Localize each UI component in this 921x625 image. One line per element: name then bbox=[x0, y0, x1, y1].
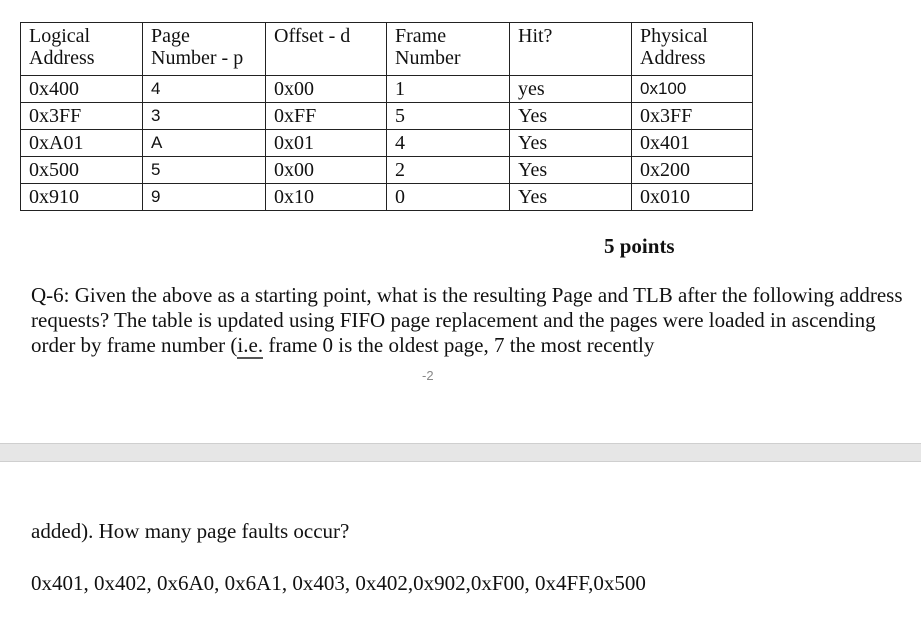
question-text-part1: Q-6: Given the above as a starting point, what is the resulting Page and TLB after the following address requests? The table is updated using FIFO page replacement and the pages were loaded in ascending order by frame number ( bbox=[31, 283, 903, 357]
table-row bbox=[21, 103, 753, 130]
header-logical-address: Logical Address bbox=[21, 23, 143, 76]
score-annotation: -2 bbox=[422, 368, 434, 383]
cell-hit: Yes bbox=[510, 157, 632, 184]
cell-logical: 0x400 bbox=[21, 76, 143, 103]
cell-logical: 0x500 bbox=[21, 157, 143, 184]
cell-offset: 0x00 bbox=[266, 157, 387, 184]
cell-physical: 0x100 bbox=[632, 76, 753, 103]
cell-frame: 4 bbox=[387, 130, 510, 157]
cell-offset: 0x01 bbox=[266, 130, 387, 157]
table-row bbox=[21, 76, 753, 103]
cell-hit: yes bbox=[510, 76, 632, 103]
table-header-row bbox=[21, 23, 753, 76]
cell-page: 5 bbox=[143, 157, 266, 184]
header-page-number: Page Number - p bbox=[143, 23, 266, 76]
cell-frame: 0 bbox=[387, 184, 510, 211]
cell-physical: 0x010 bbox=[632, 184, 753, 211]
page-break-divider bbox=[0, 443, 921, 462]
cell-page: 9 bbox=[143, 184, 266, 211]
table-row bbox=[21, 184, 753, 211]
cell-logical: 0x910 bbox=[21, 184, 143, 211]
cell-physical: 0x200 bbox=[632, 157, 753, 184]
header-offset: Offset - d bbox=[266, 23, 387, 76]
cell-logical: 0x3FF bbox=[21, 103, 143, 130]
cell-frame: 1 bbox=[387, 76, 510, 103]
table-row bbox=[21, 130, 753, 157]
points-label: 5 points bbox=[604, 234, 675, 258]
header-frame-number: Frame Number bbox=[387, 23, 510, 76]
cell-hit: Yes bbox=[510, 184, 632, 211]
tlb-table bbox=[20, 22, 753, 211]
cell-frame: 5 bbox=[387, 103, 510, 130]
cell-offset: 0x10 bbox=[266, 184, 387, 211]
question-text bbox=[31, 283, 911, 358]
cell-page: A bbox=[143, 130, 266, 157]
cell-offset: 0xFF bbox=[266, 103, 387, 130]
question-text-part2: frame 0 is the oldest page, 7 the most recently bbox=[263, 333, 655, 357]
continuation-text: added). How many page faults occur? bbox=[31, 519, 350, 543]
cell-physical: 0x401 bbox=[632, 130, 753, 157]
cell-frame: 2 bbox=[387, 157, 510, 184]
cell-offset: 0x00 bbox=[266, 76, 387, 103]
address-request-list: 0x401, 0x402, 0x6A0, 0x6A1, 0x403, 0x402,0x902,0xF00, 0x4FF,0x500 bbox=[31, 571, 646, 595]
cell-page: 3 bbox=[143, 103, 266, 130]
table-row bbox=[21, 157, 753, 184]
cell-physical: 0x3FF bbox=[632, 103, 753, 130]
header-hit: Hit? bbox=[510, 23, 632, 76]
ie-underlined: i.e. bbox=[237, 333, 264, 357]
cell-hit: Yes bbox=[510, 103, 632, 130]
cell-logical: 0xA01 bbox=[21, 130, 143, 157]
cell-hit: Yes bbox=[510, 130, 632, 157]
header-physical-address: Physical Address bbox=[632, 23, 753, 76]
cell-page: 4 bbox=[143, 76, 266, 103]
